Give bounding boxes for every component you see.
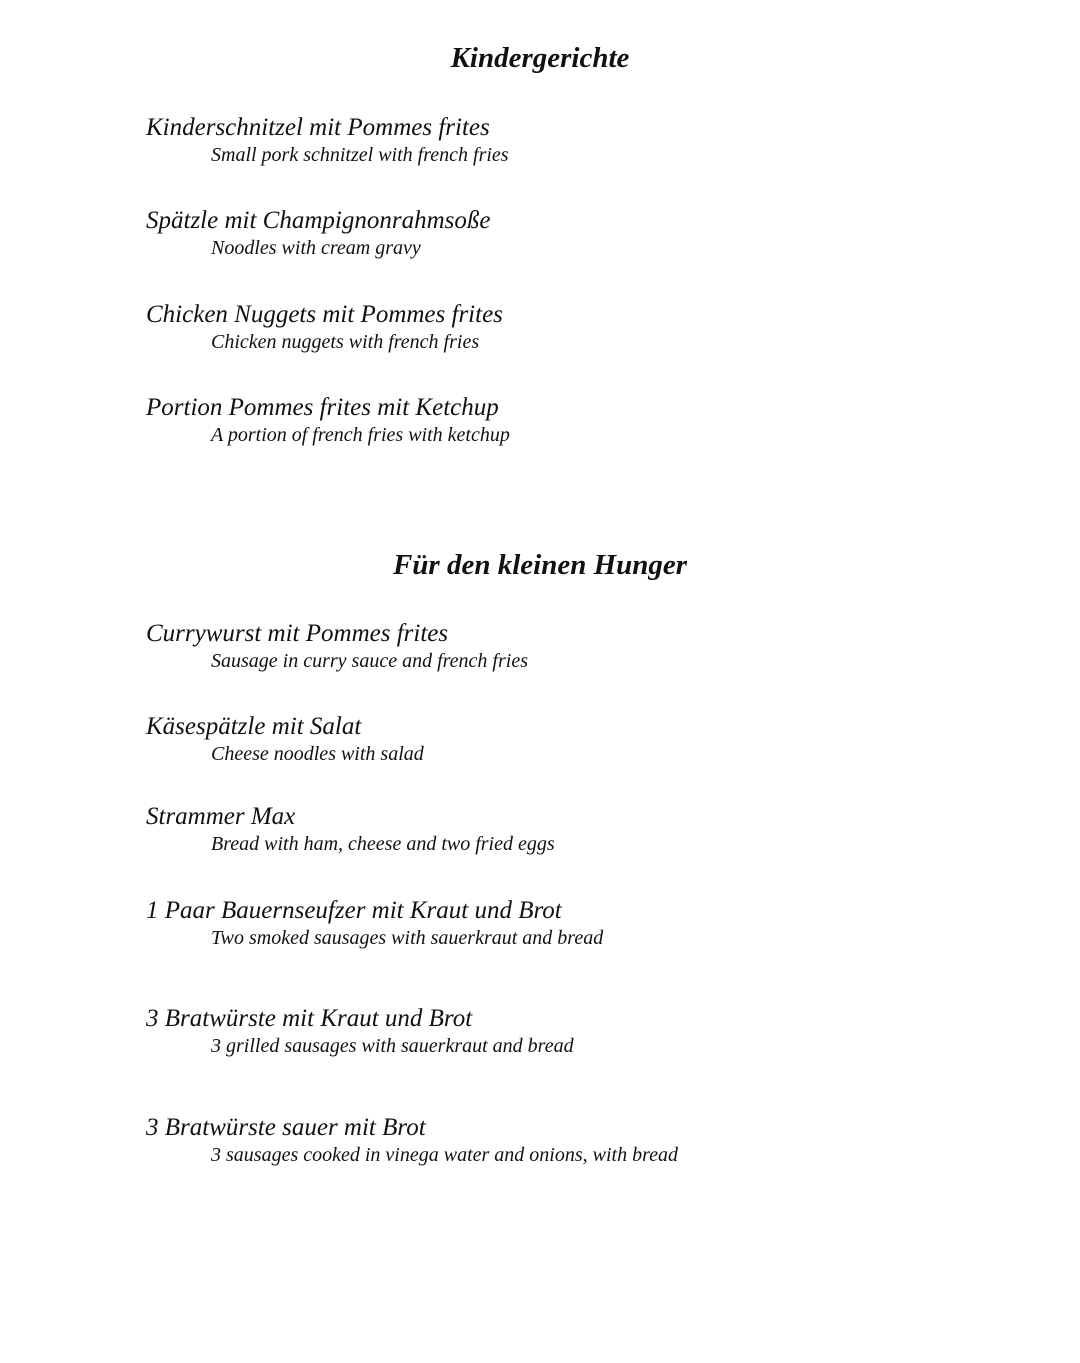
menu-item-name: Kinderschnitzel mit Pommes frites: [146, 114, 490, 141]
menu-item-description: Small pork schnitzel with french fries: [211, 144, 509, 166]
menu-item: [146, 1006, 1026, 1056]
menu-item-description: Chicken nuggets with french fries: [211, 331, 480, 353]
menu-item-name: Currywurst mit Pommes frites: [146, 620, 449, 647]
menu-item: [146, 302, 1026, 352]
menu-item-name: Käsespätzle mit Salat: [146, 713, 362, 740]
menu-item: [146, 208, 1026, 258]
menu-item-name: 1 Paar Bauernseufzer mit Kraut und Brot: [146, 897, 562, 924]
menu-item-description: Bread with ham, cheese and two fried eggs: [211, 833, 555, 855]
menu-item: [146, 621, 1026, 671]
menu-item-description: Sausage in curry sauce and french fries: [211, 650, 528, 672]
menu-item-name: 3 Bratwürste mit Kraut und Brot: [146, 1005, 473, 1032]
menu-item: [146, 804, 1026, 854]
menu-item-description: 3 sausages cooked in vinega water and onions, with bread: [211, 1144, 678, 1166]
menu-item: [146, 714, 1026, 764]
menu-item: [146, 898, 1026, 948]
menu-item-description: Noodles with cream gravy: [211, 237, 421, 259]
menu-item-name: Spätzle mit Champignonrahmsoße: [146, 207, 491, 234]
menu-item-name: 3 Bratwürste sauer mit Brot: [146, 1114, 426, 1141]
menu-item-description: 3 grilled sausages with sauerkraut and bread: [211, 1035, 574, 1057]
menu-item-name: Chicken Nuggets mit Pommes frites: [146, 301, 503, 328]
section-title-kleiner-hunger: Für den kleinen Hunger: [392, 549, 688, 581]
menu-item-name: Portion Pommes frites mit Ketchup: [146, 394, 499, 421]
menu-item: [146, 1115, 1026, 1165]
menu-item: [146, 115, 1026, 165]
menu-item: [146, 395, 1026, 445]
section-title-kindergerichte: Kindergerichte: [450, 42, 630, 74]
menu-item-name: Strammer Max: [146, 803, 296, 830]
menu-item-description: Two smoked sausages with sauerkraut and bread: [211, 927, 604, 949]
menu-item-description: Cheese noodles with salad: [211, 743, 424, 765]
menu-item-description: A portion of french fries with ketchup: [211, 424, 510, 446]
